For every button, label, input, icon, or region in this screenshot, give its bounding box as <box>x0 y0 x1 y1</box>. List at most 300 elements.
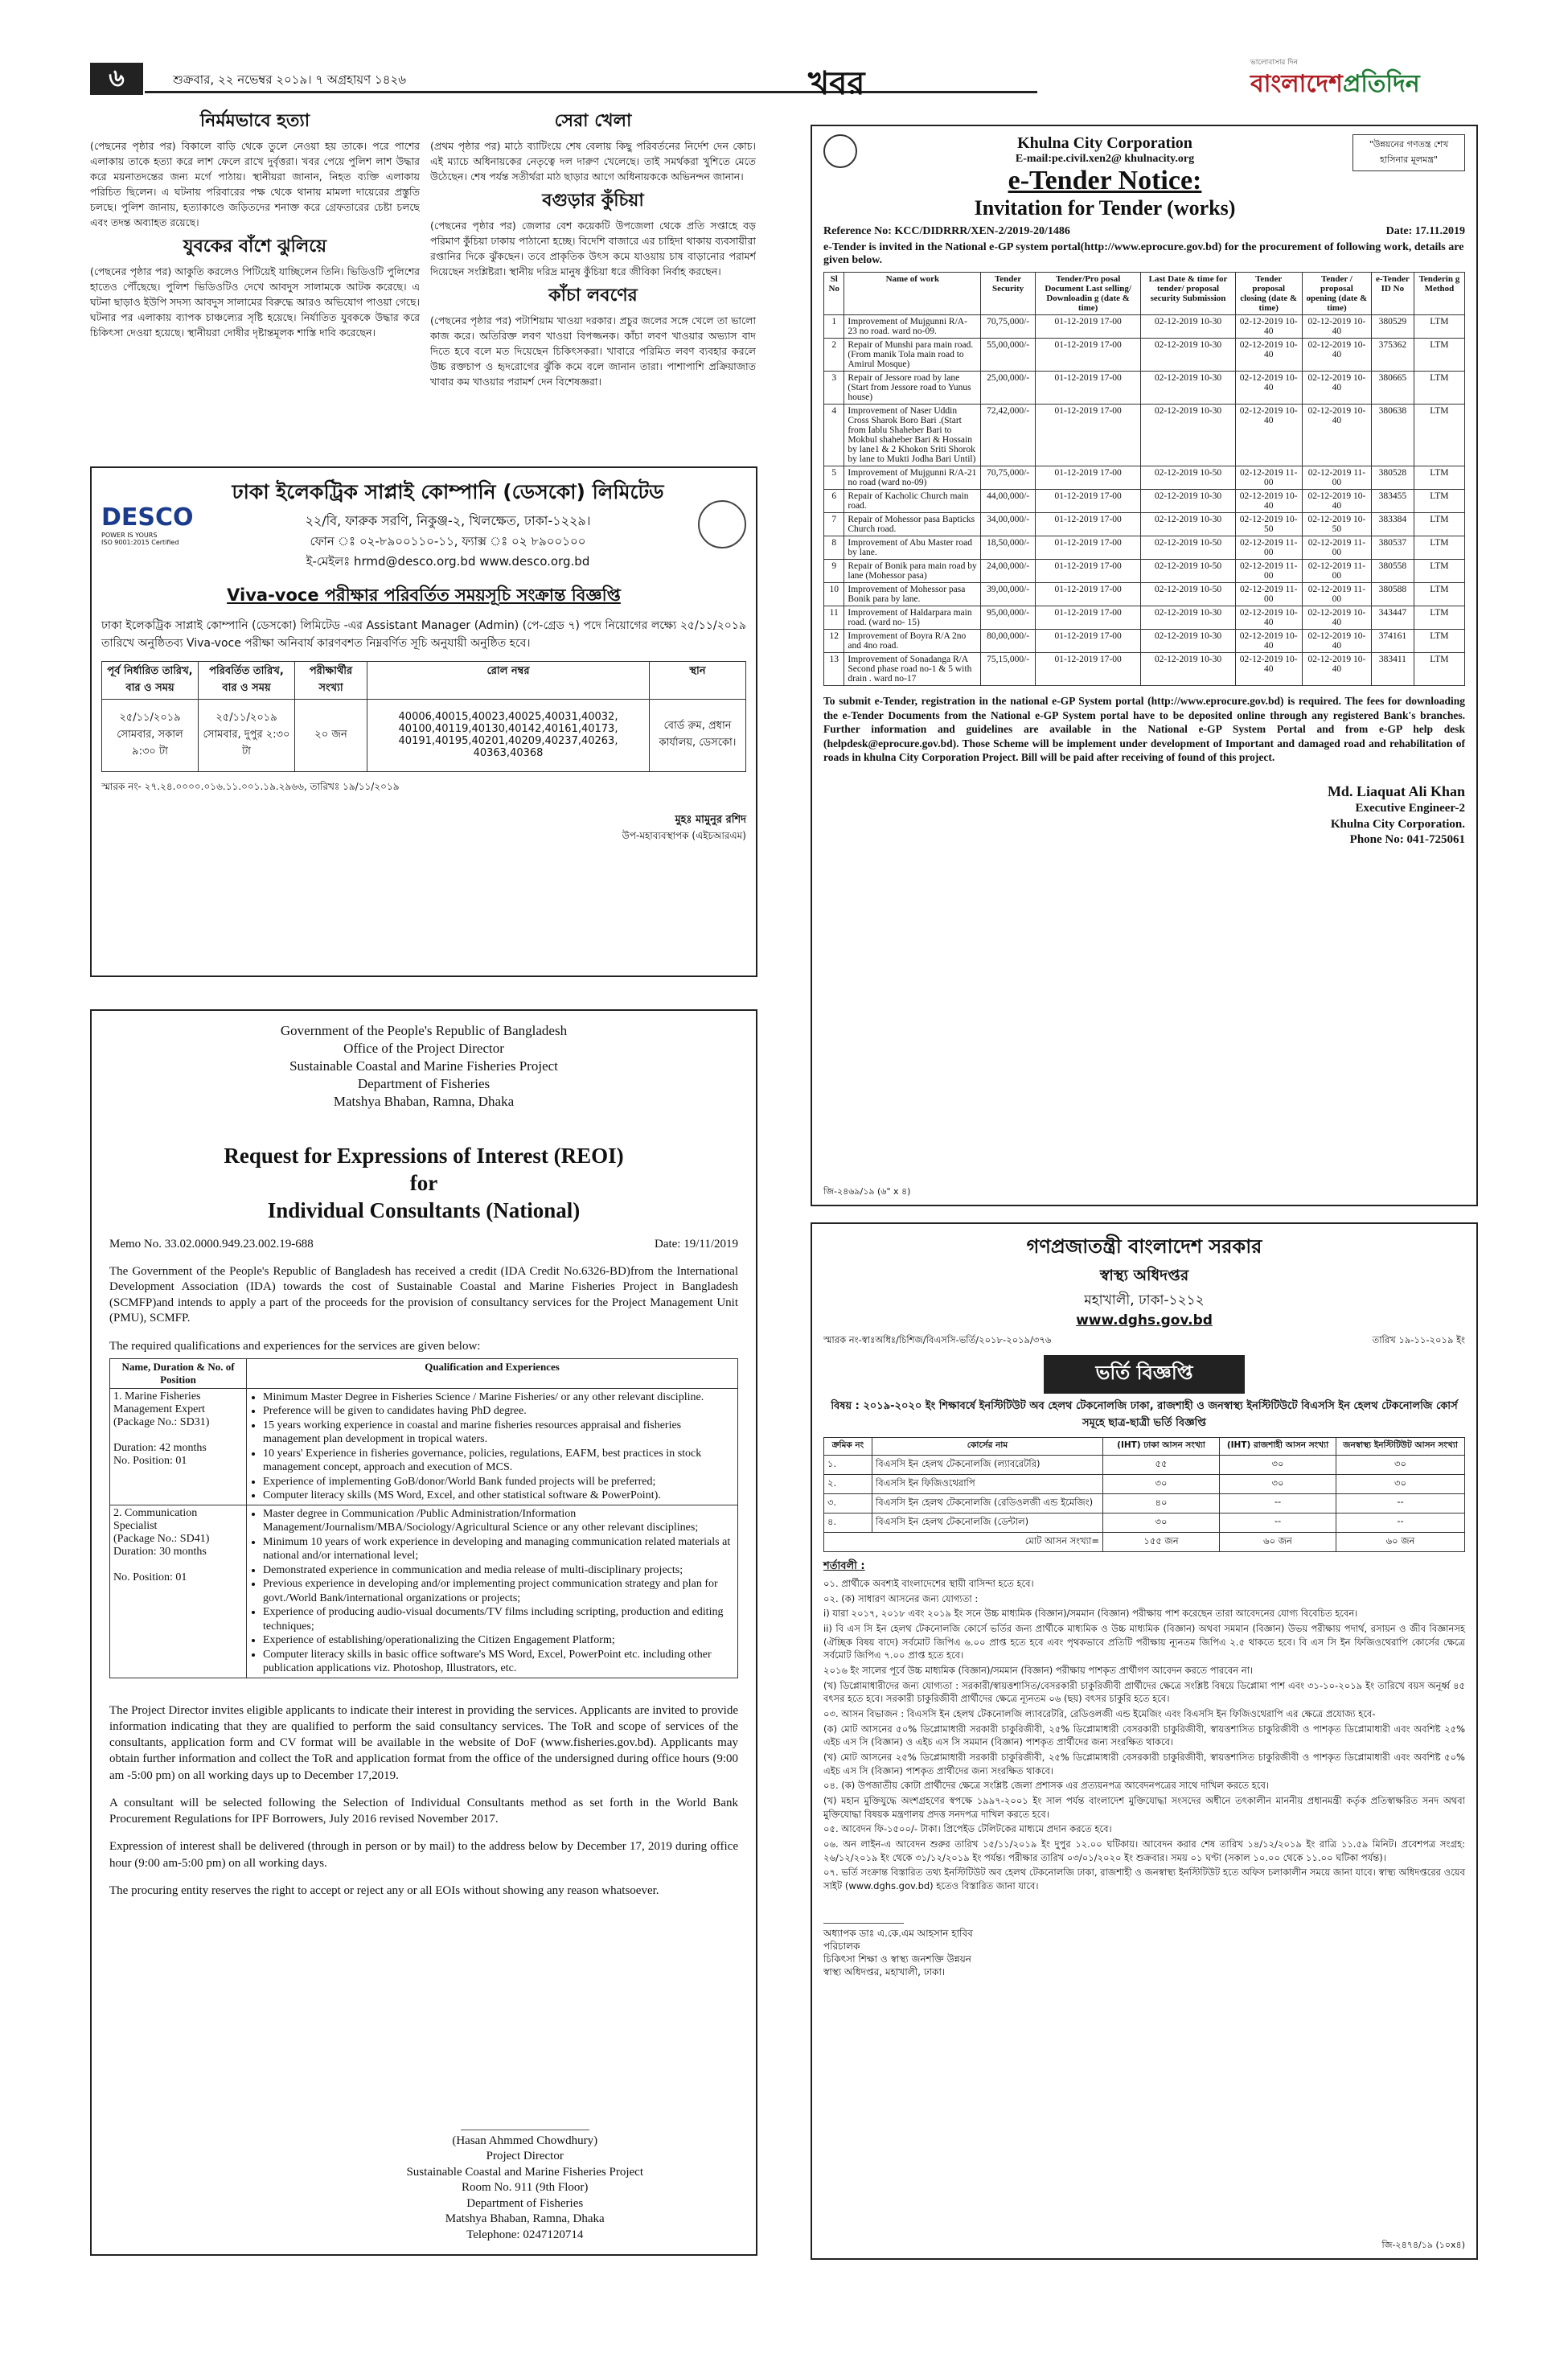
table-header: ক্রমিক নং <box>824 1438 872 1456</box>
table-cell: Improvement of Mujgunni R/A-21 no road (ward no-09) <box>844 466 981 490</box>
table-cell: LTM <box>1414 315 1464 339</box>
news-headline: বগুড়ার কুঁচিয়া <box>542 191 644 211</box>
signatory-line: Telephone: 0247120714 <box>466 2228 584 2241</box>
table-header: (IHT) রাজশাহী আসন সংখ্যা <box>1220 1438 1336 1456</box>
table-row <box>824 339 1465 372</box>
desco-logo-text: DESCO <box>101 503 194 532</box>
table-cell: ১৫৫ জন <box>1103 1533 1220 1552</box>
signature-scribble <box>461 2106 589 2130</box>
reoi-project: Sustainable Coastal and Marine Fisheries Project <box>289 1058 558 1074</box>
reoi-title: Request for Expressions of Interest (REOI) <box>224 1144 624 1169</box>
dghs-gov: গণপ্রজাতন্ত্রী বাংলাদেশ সরকার <box>1026 1235 1262 1258</box>
table-cell: 02-12-2019 10-50 <box>1235 513 1302 536</box>
news-body: (পেছনের পৃষ্ঠার পর) বিকালে বাড়ি থেকে তুলে নেওয়া হয় তাকে। পরে পাশের এলাকায় তাকে হত্যা করে লাশ ফেলে রাখে দুর্বৃত্তরা। খবর পেয়ে পুলিশ লাশ উদ্ধার করে ময়নাতদন্তের জন্য মর্গে পাঠায়। স্থানীয়রা জানান, নিহত ব্যক্তি এলাকায় পরিচিত ছিলেন। এ ঘটনায় পরিবারের পক্ষ থেকে থানায় মামলা দায়েরের প্রস্তুতি চলছে। পুলিশ জানায়, হত্যাকাণ্ডে জড়িতদের শনাক্ত করে গ্রেফতারের চেষ্টা চলছে এবং তদন্ত অব্যাহত রয়েছে। <box>90 140 420 228</box>
signatory-line: Project Director <box>486 2150 564 2162</box>
table-cell: 6 <box>824 490 844 513</box>
table-cell: 02-12-2019 10-40 <box>1302 405 1371 466</box>
table-cell: 1 <box>824 315 844 339</box>
table-cell: 75,15,000/- <box>981 653 1035 686</box>
issue-date: শুক্রবার, ২২ নভেম্বর ২০১৯। ৭ অগ্রহায়ণ ১৪২৬ <box>173 72 406 87</box>
signatory-name: (Hasan Ahmmed Chowdhury) <box>452 2134 598 2147</box>
table-cell: ৩. <box>824 1494 872 1514</box>
table-cell: 4 <box>824 405 844 466</box>
table-cell: 380558 <box>1371 560 1414 583</box>
table-cell: ৩০ <box>1336 1456 1465 1475</box>
table-header-row <box>824 273 1465 315</box>
table-row <box>824 583 1465 606</box>
table-cell: Improvement of Sonadanga R/A Second phase road no-1 & 5 with drain . ward no-17 <box>844 653 981 686</box>
table-cell: 380528 <box>1371 466 1414 490</box>
news-body: (পেছনের পৃষ্ঠার পর) পটাশিয়াম খাওয়া দরকার। প্রচুর জলের সঙ্গে খেলে তা ভালো কাজ করে। অতিরিক্ত লবণ খাওয়া বিপজ্জনক। কাঁচা লবণ খাওয়ার অভ্যাস বাদ দিতে হবে বলে মত দিয়েছেন চিকিৎসকরা। খাবারে পরিমিত লবণ ব্যবহার করলে উচ্চ রক্তচাপ ও হৃদরোগের ঝুঁকি কমে বলে জানান তারা। পাশাপাশি প্রক্রিয়াজাত খাবার কম খাওয়ার পরামর্শ দেন বিশেষজ্ঞরা। <box>430 314 756 388</box>
table-cell: LTM <box>1414 339 1464 372</box>
table-cell: 01-12-2019 17-00 <box>1035 536 1141 560</box>
table-cell: 01-12-2019 17-00 <box>1035 560 1141 583</box>
table-cell: 02-12-2019 10-30 <box>1141 372 1235 405</box>
table-header: পরীক্ষার্থীর সংখ্যা <box>295 661 367 699</box>
table-cell: 02-12-2019 10-30 <box>1141 653 1235 686</box>
desco-logo-sub: POWER IS YOURS <box>101 531 158 539</box>
table-cell: LTM <box>1414 372 1464 405</box>
table-cell: 01-12-2019 17-00 <box>1035 606 1141 630</box>
reoi-dept: Department of Fisheries <box>357 1076 491 1092</box>
table-cell: 380665 <box>1371 372 1414 405</box>
table-cell: Improvement of Boyra R/A 2no and 4no road. <box>844 630 981 653</box>
table-cell: 1. Marine Fisheries Management Expert (Package No.: SD31) Duration: 42 months No. Position: 01 <box>110 1388 247 1505</box>
table-cell: 02-12-2019 10-40 <box>1302 606 1371 630</box>
dghs-title: ভর্তি বিজ্ঞপ্তি <box>1044 1355 1245 1394</box>
table-cell: বিএসসি ইন হেলথ টেকনোলজি (ল্যাবরেটরি) <box>872 1456 1103 1475</box>
qualification-item: • Minimum 10 years of work experience in developing and managing communication related materials at national and/or international level; <box>263 1535 734 1563</box>
table-row <box>824 1456 1465 1475</box>
reoi-gov: Government of the People's Republic of Bangladesh <box>280 1023 568 1038</box>
qualification-item: • 15 years working experience in coastal and marine fisheries resources appraisal and fisheries management plan development in tropical waters. <box>263 1419 734 1447</box>
signatory-name: Md. Liaquat Ali Khan <box>1327 782 1465 799</box>
table-row <box>824 490 1465 513</box>
table-cell: 380537 <box>1371 536 1414 560</box>
table-body <box>824 315 1465 686</box>
table-cell: 12 <box>824 630 844 653</box>
terms-item: ০৫. আবেদন ফি-১৫০০/- টাকা। প্রিপেইড টেলিটকের মাধ্যমে প্রদান করতে হবে। <box>823 1823 1112 1835</box>
table-cell: 02-12-2019 10-50 <box>1141 560 1235 583</box>
qualification-list <box>263 1507 734 1676</box>
table-cell <box>247 1388 738 1505</box>
table-cell: 383455 <box>1371 490 1414 513</box>
table-cell: ৩০ <box>1220 1475 1336 1494</box>
table-cell: Repair of Jessore road by lane (Start from Jessore road to Yunus house) <box>844 372 981 405</box>
dghs-terms-title: শর্তাবলী : <box>823 1560 865 1572</box>
table-cell: 7 <box>824 513 844 536</box>
table-cell: বিএসসি ইন হেলথ টেকনোলজি (রেডিওলজী এন্ড ইমেজিং) <box>872 1494 1103 1514</box>
table-header: কোর্সের নাম <box>872 1438 1103 1456</box>
desco-body: ঢাকা ইলেকট্রিক সাপ্লাই কোম্পানি (ডেসকো) লিমিটেড -এর Assistant Manager (Admin) (পে-গ্রেড ৭) পদে নিয়োগের লক্ষ্যে ২৫/১১/২০১৯ তারিখে অনুষ্ঠিতব্য Viva-voce পরীক্ষা অনিবার্য কারণবশত নিম্নবর্ণিত সূচি অনুযায়ী অনুষ্ঠিত হবে। <box>101 619 746 651</box>
table-cell: বিএসসি ইন ফিজিওথেরাপি <box>872 1475 1103 1494</box>
table-cell: 02-12-2019 10-40 <box>1235 372 1302 405</box>
table-cell: 02-12-2019 10-30 <box>1141 630 1235 653</box>
signatory-line: Sustainable Coastal and Marine Fisheries Project <box>406 2165 643 2179</box>
signatory-line: Khulna City Corporation. <box>1330 817 1465 831</box>
qualification-item: • 10 years' Experience in fisheries governance, policies, regulations, EAFM, best practices in stock management concept, approach and execution of MCS. <box>263 1447 734 1475</box>
terms-item: i) যারা ২০১৭, ২০১৮ এবং ২০১৯ ইং সনে উচ্চ মাধ্যমিক (বিজ্ঞান)/সমমান (বিজ্ঞান) পরীক্ষায় পাশ করেছেন তারা আবেদনের যোগ্য বিবেচিত হবেন। <box>823 1608 1358 1620</box>
kcc-org: Khulna City Corporation <box>1017 134 1192 152</box>
ad-code: জি-২৪৬৯/১৯ (৬" x ৪) <box>823 1186 911 1197</box>
qualification-list <box>263 1390 734 1503</box>
table-row <box>824 606 1465 630</box>
table-cell: 02-12-2019 10-30 <box>1141 606 1235 630</box>
qualification-item: • Experience of producing audio-visual documents/TV films including scripting, production and editing techniques; <box>263 1605 734 1633</box>
kcc-tender-table <box>823 272 1465 686</box>
reoi-signature <box>406 2106 643 2244</box>
table-cell: 02-12-2019 11-00 <box>1302 466 1371 490</box>
reoi-address: Matshya Bhaban, Ramna, Dhaka <box>333 1094 515 1110</box>
kcc-email: E-mail:pe.civil.xen2@ khulnacity.org <box>1015 153 1195 165</box>
dghs-dept: স্বাস্থ্য অধিদপ্তর <box>1099 1267 1189 1284</box>
table-row <box>824 1494 1465 1514</box>
table-header: Qualification and Experiences <box>247 1358 738 1388</box>
news-headline: সেরা খেলা <box>554 111 632 131</box>
reoi-qualification-table <box>109 1358 738 1678</box>
qualification-item: • Computer literacy skills in basic office software's MS Word, Excel, PowerPoint etc. including other publication applications viz. Photoshop, Illustrators, etc. <box>263 1648 734 1676</box>
table-header: Tenderin g Method <box>1414 273 1464 315</box>
table-cell: ৪. <box>824 1514 872 1533</box>
table-cell: 01-12-2019 17-00 <box>1035 583 1141 606</box>
table-cell: 02-12-2019 10-40 <box>1302 372 1371 405</box>
qualification-item: • Computer literacy skills (MS Word, Excel, and other statistical software & PowerPoint). <box>263 1489 734 1503</box>
qualification-item: • Minimum Master Degree in Fisheries Science / Marine Fisheries/ or any other relevant discipline. <box>263 1390 734 1405</box>
table-cell: ২৫/১১/২০১৯ সোমবার, দুপুর ২:৩০ টা <box>199 699 295 771</box>
reoi-para: The procuring entity reserves the right to accept or reject any or all EOIs without showing any reason whatsoever. <box>109 1883 659 1897</box>
table-header: Sl No <box>824 273 844 315</box>
logo-part-a: বাংলাদেশ <box>1250 70 1343 98</box>
table-cell: 01-12-2019 17-00 <box>1035 315 1141 339</box>
table-header: Tender/Pro posal Document Last selling/ Downloadin g (date & time) <box>1035 273 1141 315</box>
table-cell: ৩০ <box>1336 1475 1465 1494</box>
table-cell: Improvement of Haldarpara main road. (ward no- 15) <box>844 606 981 630</box>
table-cell: 02-12-2019 10-40 <box>1302 490 1371 513</box>
dghs-signature <box>823 1901 1465 1979</box>
table-cell: Repair of Kacholic Church main road. <box>844 490 981 513</box>
table-cell: ২৫/১১/২০১৯ সোমবার, সকাল ৯:৩০ টা <box>102 699 199 771</box>
desco-signatory: মুহঃ মামুনুর রশিদ <box>675 813 746 826</box>
terms-item: (খ) মোট আসনের ২৫% ডিপ্লোমাধারী সরকারী চাকুরিজীবী, ২৫% ডিপ্লোমাধারী বেসরকারী চাকুরিজীবী, স্বায়ত্তশাসিত চাকুরিজীবী ও পাশকৃত ডিপ্লোমাধারী এবং অবশিষ্ট ৫০% এইচ এস সি (বিজ্ঞান) পাশকৃত প্রার্থীদের জন্য সংরক্ষিত থাকবে। <box>823 1752 1465 1776</box>
reoi-requirements-lead: The required qualifications and experiences for the services are given below: <box>109 1339 481 1353</box>
dghs-seat-table <box>823 1437 1465 1552</box>
table-cell: LTM <box>1414 513 1464 536</box>
signatory-line: Room No. 911 (9th Floor) <box>462 2181 589 2194</box>
table-cell: 02-12-2019 11-00 <box>1302 536 1371 560</box>
desco-notice <box>90 466 757 977</box>
table-cell: বোর্ড রুম, প্রধান কার্যালয়, ডেসকো। <box>650 699 746 771</box>
table-cell: 02-12-2019 10-40 <box>1235 653 1302 686</box>
table-cell <box>247 1505 738 1678</box>
table-cell: 02-12-2019 11-00 <box>1235 583 1302 606</box>
signatory-name: অধ্যাপক ডাঃ এ.কে.এম আহসান হাবিব <box>823 1927 973 1939</box>
table-cell: 34,00,000/- <box>981 513 1035 536</box>
table-cell: 8 <box>824 536 844 560</box>
table-cell: ২০ জন <box>295 699 367 771</box>
reoi-intro: The Government of the People's Republic of Bangladesh has received a credit (IDA Credit No.6326-BD)from the International Development Association (IDA) towards the cost of Sustainable Coastal and Marine Fisheries Project in Bangladesh (SCMFP)and intends to apply a part of the proceeds for the provision of consultancy services for the Project Management Unit (PMU), SCMFP. <box>109 1264 738 1325</box>
table-cell: 02-12-2019 10-50 <box>1141 536 1235 560</box>
table-cell: 70,75,000/- <box>981 315 1035 339</box>
terms-item: ০২. (ক) সাধারণ আসনের জন্য যোগ্যতা : <box>823 1592 979 1604</box>
desco-phone: ফোন ঃ ০২-৮৯০০১১০-১১, ফ্যাক্স ঃ ০২ ৮৯০০১০০ <box>310 534 586 548</box>
table-cell: 01-12-2019 17-00 <box>1035 653 1141 686</box>
desco-schedule-table <box>101 661 746 772</box>
terms-item: ০৪. (ক) উপজাতীয় কোটা প্রার্থীদের ক্ষেত্রে সংশ্লিষ্ট জেলা প্রশাসক এর প্রত্যয়নপত্র আবেদনপত্রের সাথে দাখিল করতে হবে। <box>823 1780 1269 1792</box>
terms-item: ০৬. অন লাইন-এ আবেদন শুরুর তারিখ ১৫/১১/২০১৯ ইং দুপুর ১২.০০ ঘটিকায়। আবেদন করার শেষ তারিখ ১৪/১২/২০১৯ ইং রাত্রি ১১.৫৯ মিনিট। প্রবেশপত্র সংগ্রহ: ২৬/১২/২০১৯ ইং থেকে ৩১/১২/২০১৯ ইং পর্যন্ত। পরীক্ষার তারিখ ০৩/০১/২০২০ ইং শুক্রবার। সময় ০১ ঘণ্টা (সকাল ১০.০০ থেকে ১১.০০ ঘটিকা পর্যন্ত)। <box>823 1838 1465 1863</box>
kcc-date: Date: 17.11.2019 <box>1385 225 1465 237</box>
table-cell: 2 <box>824 339 844 372</box>
table-cell: 01-12-2019 17-00 <box>1035 466 1141 490</box>
table-cell: Improvement of Mujgunni R/A- 23 no road. ward no-09. <box>844 315 981 339</box>
table-row <box>824 1514 1465 1533</box>
kcc-slogan: "উন্নয়নের গণতন্ত্র শেখ হাসিনার মূলমন্ত্র" <box>1353 134 1465 171</box>
kcc-note: To submit e-Tender, registration in the national e-GP System portal (http://www.eprocure.gov.bd) is required. The fees for downloading the e-Tender Documents from the National e-GP System portal have to be deposited online through any registered Bank's branches. Further information and guidelines are available in the National e-GP System Portal and from e-GP help desk (helpdesk@eprocure.gov.bd). Those Scheme will be implement under development of Important and damaged road and rehabilitation of roads in khulna City Corporation Project. Bill will be paid after receiving of found of this project. <box>823 695 1465 764</box>
desco-header <box>101 476 746 573</box>
table-header: Tender proposal closing (date & time) <box>1235 273 1302 315</box>
qualification-item: • Previous experience in developing and/or implementing project communication strategy and plan for govt./World Bank/international organizations or projects; <box>263 1577 734 1605</box>
table-cell: LTM <box>1414 653 1464 686</box>
table-header: স্থান <box>650 661 746 699</box>
kcc-intro: e-Tender is invited in the National e-GP system portal(http://www.eprocure.gov.bd) for the procurement of following work, details are given below. <box>823 241 1464 266</box>
signatory-line: স্বাস্থ্য অধিদপ্তর, মহাখালী, ঢাকা। <box>823 1966 946 1978</box>
news-headline: যুবকের বাঁশে ঝুলিয়ে <box>183 236 327 257</box>
news-headline: নির্মমভাবে হত্যা <box>199 111 310 131</box>
table-header: Tender / proposal opening (date & time) <box>1302 273 1371 315</box>
desco-address: ২২/বি, ফারুক সরণি, নিকুঞ্জ-২, খিলক্ষেত, ঢাকা-১২২৯। <box>305 513 591 528</box>
table-cell: LTM <box>1414 630 1464 653</box>
table-cell: 02-12-2019 10-30 <box>1141 513 1235 536</box>
table-cell: 02-12-2019 10-30 <box>1141 405 1235 466</box>
reoi-para: Expression of interest shall be delivered (through in person or by mail) to the address below by December 17, 2019 during office hour (9:00 am-5:00 pm) on all working days. <box>109 1840 738 1870</box>
table-cell: 02-12-2019 10-50 <box>1141 466 1235 490</box>
table-header: Last Date & time for tender/ proposal security Submission <box>1141 273 1235 315</box>
table-cell: 02-12-2019 11-00 <box>1235 560 1302 583</box>
table-cell: Repair of Mohessor pasa Bapticks Church road. <box>844 513 981 536</box>
table-cell: ৬০ জন <box>1220 1533 1336 1552</box>
reoi-para: A consultant will be selected following the Selection of Individual Consultants method as set forth in the World Bank Procurement Regulations for IPF Borrowers, July 2016 revised November 2017. <box>109 1796 738 1826</box>
news-body: (প্রথম পৃষ্ঠার পর) মাঠে ব্যাটিংয়ে শেষ বেলায় কিছু পরিবর্তনের নির্দেশ দেন কোচ। এই ম্যাচে অধিনায়কের নেতৃত্বে দল দারুণ খেলেছে। তাই সমর্থকরা খুশিতে মেতে উঠেছেন। শেষ পর্যন্ত সতীর্থরা মাঠ ছাড়ার আগে অধিনায়ককে অভিনন্দন জানান। <box>430 140 756 183</box>
table-cell: 01-12-2019 17-00 <box>1035 630 1141 653</box>
table-cell: 02-12-2019 10-40 <box>1302 339 1371 372</box>
desco-email: ই-মেইলঃ hrmd@desco.org.bd www.desco.org.bd <box>306 554 590 569</box>
page-number: ৬ <box>90 63 143 95</box>
table-cell: 18,50,000/- <box>981 536 1035 560</box>
reoi-para: The Project Director invites eligible applicants to indicate their interest in providing the services. Applicants are invited to provide information indicating that they are qualified to perform the said consultancy services. The ToR and scope of services of the consultants, application form and CV format will be available in the website of DoF (www.fisheries.gov.bd). Applicants may obtain further information and collect the ToR and application format from the office of the undersigned during office hours (9:00 am -5:00 pm) on all working days up to December 17,2019. <box>109 1703 738 1782</box>
table-row <box>824 315 1465 339</box>
table-cell: ২. <box>824 1475 872 1494</box>
table-cell: 02-12-2019 11-00 <box>1235 536 1302 560</box>
ad-code: জি-২৪৭৪/১৯ (১০x৪) <box>1381 2240 1465 2250</box>
table-cell: -- <box>1336 1494 1465 1514</box>
table-cell: 02-12-2019 10-30 <box>1141 490 1235 513</box>
news-column-right <box>430 105 756 458</box>
table-row <box>824 560 1465 583</box>
desco-heading: Viva-voce পরীক্ষার পরিবর্তিত সময়সূচি সংক্রান্ত বিজ্ঞপ্তি <box>227 585 621 605</box>
signatory-line: Matshya Bhaban, Ramna, Dhaka <box>445 2212 605 2225</box>
desco-memo: স্মারক নং- ২৭.২৪.০০০০.০১৬.১১.০০১.১৯.২৯৬৬, তারিখঃ ১৯/১১/২০১৯ <box>101 780 400 792</box>
news-headline: কাঁচা লবণের <box>548 285 638 306</box>
table-cell: 02-12-2019 10-40 <box>1235 490 1302 513</box>
news-body: (পেছনের পৃষ্ঠার পর) আকুতি করলেও পিটিয়েই যাচ্ছিলেন তিনি। ভিডিওটি পুলিশের হাতেও পৌঁছেছে। পুলিশ ভিডিওটিও দেখে আবদুস সালামকে আটক করেছে। এ ঘটনা ছাড়াও ইউপি সদস্য আবদুস সালামের বিরুদ্ধে আরও অভিযোগ পাওয়া গেছে। ঘটনার পর এলাকায় ব্যাপক চাঞ্চল্যের সৃষ্টি হয়েছে। নির্যাতিত যুবককে উদ্ধার করে চিকিৎসা দেওয়া হয়েছে। স্থানীয়রা দোষীর দৃষ্টান্তমূলক শাস্তি দাবি করেছেন। <box>90 265 420 339</box>
dghs-website: www.dghs.gov.bd <box>1076 1312 1213 1329</box>
terms-item: (খ) মহান মুক্তিযুদ্ধে অংশগ্রহণের স্বপক্ষে ১৯৯৭-২০০১ ইং সাল পর্যন্ত বাংলাদেশ মুক্তিযোদ্ধা সংসদের অধীনে তৎকালীন মাননীয় প্রধানমন্ত্রী কর্তৃক প্রতিস্বাক্ষরিত সনদ অথবা মুক্তিযোদ্ধা বিষয়ক মন্ত্রণালয় প্রদত্ত সনদপত্র দাখিল করতে হবে। <box>823 1795 1465 1820</box>
table-cell: 11 <box>824 606 844 630</box>
table-cell: 01-12-2019 17-00 <box>1035 405 1141 466</box>
desco-logo <box>101 503 198 546</box>
reoi-title-sub: Individual Consultants (National) <box>267 1197 581 1222</box>
table-cell: 02-12-2019 10-40 <box>1235 339 1302 372</box>
table-cell: 02-12-2019 10-40 <box>1302 653 1371 686</box>
signatory-line: Department of Fisheries <box>466 2196 584 2210</box>
terms-item: ২০১৬ ইং সালের পূর্বে উচ্চ মাধ্যমিক (বিজ্ঞান)/সমমান (বিজ্ঞান) পরীক্ষায় পাশকৃত প্রার্থীগণ আবেদন করতে পারবেন না। <box>823 1665 1254 1677</box>
table-cell: 383384 <box>1371 513 1414 536</box>
reoi-office: Office of the Project Director <box>343 1041 504 1057</box>
table-cell: 25,00,000/- <box>981 372 1035 405</box>
signatory-line: Phone No: 041-725061 <box>1349 833 1465 847</box>
table-cell: 02-12-2019 10-40 <box>1302 630 1371 653</box>
kcc-subtitle: Invitation for Tender (works) <box>974 196 1236 220</box>
table-cell: 380588 <box>1371 583 1414 606</box>
table-header: (IHT) ঢাকা আসন সংখ্যা <box>1103 1438 1220 1456</box>
table-cell: 343447 <box>1371 606 1414 630</box>
table-header: পরিবর্তিত তারিখ, বার ও সময় <box>199 661 295 699</box>
table-cell: 380638 <box>1371 405 1414 466</box>
table-cell: 02-12-2019 11-00 <box>1235 466 1302 490</box>
table-cell: LTM <box>1414 405 1464 466</box>
table-cell: 02-12-2019 10-30 <box>1141 339 1235 372</box>
table-cell: LTM <box>1414 490 1464 513</box>
table-cell: 02-12-2019 11-00 <box>1302 583 1371 606</box>
table-cell: 02-12-2019 10-40 <box>1235 315 1302 339</box>
table-cell: 40006,40015,40023,40025,40031,40032, 40100,40119,40130,40142,40161,40173, 40191,40195,40201,40209,40237,40263, 40363,40368 <box>367 699 650 771</box>
table-row <box>824 630 1465 653</box>
news-body: (পেছনের পৃষ্ঠার পর) জেলার বেশ কয়েকটি উপজেলা থেকে প্রতি সপ্তাহে বড় পরিমাণ কুঁচিয়া ঢাকায় পাঠানো হচ্ছে। বিদেশি বাজারে এর চাহিদা থাকায় ব্যবসায়ীরা রপ্তানির দিকে ঝুঁকছেন। তবে প্রাকৃতিক উৎস কমে যাওয়ায় চাষ বাড়ানোর পরামর্শ দিয়েছেন সংশ্লিষ্টরা। স্থানীয় দরিদ্র মানুষ কুঁচিয়া ধরে জীবিকা নির্বাহ করছেন। <box>430 220 756 277</box>
kcc-ref: Reference No: KCC/DIDRRR/XEN-2/2019-20/1486 <box>823 225 1070 237</box>
table-cell: 01-12-2019 17-00 <box>1035 513 1141 536</box>
terms-item: ০১. প্রার্থীকে অবশ্যই বাংলাদেশের স্থায়ী বাসিন্দা হতে হবে। <box>823 1578 1034 1589</box>
table-cell: 95,00,000/- <box>981 606 1035 630</box>
signatory-line: পরিচালক <box>823 1940 860 1952</box>
table-header: Tender Security <box>981 273 1035 315</box>
masthead-tagline: ভালোবাসার দিন <box>1250 59 1298 67</box>
reoi-date: Date: 19/11/2019 <box>654 1237 738 1251</box>
table-cell: 374161 <box>1371 630 1414 653</box>
table-cell: ৩০ <box>1103 1514 1220 1533</box>
table-cell: 01-12-2019 17-00 <box>1035 490 1141 513</box>
table-header: e-Tender ID No <box>1371 273 1414 315</box>
table-row <box>824 1533 1465 1552</box>
kcc-seal-icon <box>823 134 857 168</box>
dghs-terms <box>823 1577 1465 1893</box>
qualification-item: • Demonstrated experience in communication and media release of multi-disciplinary projects; <box>263 1563 734 1578</box>
table-cell: 02-12-2019 10-40 <box>1235 405 1302 466</box>
table-row <box>824 653 1465 686</box>
desco-designation: উপ-মহাব্যবস্থাপক (এইচআরএম) <box>622 829 746 841</box>
table-cell: LTM <box>1414 606 1464 630</box>
table-cell: ৩০ <box>1220 1456 1336 1475</box>
table-cell: 380529 <box>1371 315 1414 339</box>
table-row <box>824 536 1465 560</box>
table-cell: 375362 <box>1371 339 1414 372</box>
dghs-date: তারিখ ১৯-১১-২০১৯ ইং <box>1372 1334 1465 1345</box>
table-cell: 80,00,000/- <box>981 630 1035 653</box>
table-cell: ১. <box>824 1456 872 1475</box>
table-cell: 70,75,000/- <box>981 466 1035 490</box>
table-cell: 72,42,000/- <box>981 405 1035 466</box>
table-cell: LTM <box>1414 583 1464 606</box>
kcc-tender-notice <box>811 125 1478 1206</box>
table-row <box>824 405 1465 466</box>
terms-item: (খ) ডিপ্লোমাধারীদের জন্য যোগ্যতা : সরকারী/স্বায়ত্তশাসিত/বেসরকারী চাকুরিজীবী প্রার্থীদের ক্ষেত্রে সংশ্লিষ্ট বিষয়ে ডিপ্লোমা পাশ এবং ৩১-১০-২০১৯ ইং তারিখে বয়স অনূর্ধ্ব ৪৫ বৎসর হতে হবে। সরকারী চাকুরিজীবী প্রার্থীদের ক্ষেত্রে ন্যূনতম ০৬ (ছয়) বৎসর চাকুরি হতে হবে। <box>823 1679 1465 1705</box>
table-cell: -- <box>1220 1494 1336 1514</box>
table-header: Name of work <box>844 273 981 315</box>
table-cell: LTM <box>1414 560 1464 583</box>
table-cell: 44,00,000/- <box>981 490 1035 513</box>
table-cell: 55,00,000/- <box>981 339 1035 372</box>
logo-part-b: প্রতিদিন <box>1342 70 1420 98</box>
table-cell: 02-12-2019 10-40 <box>1235 606 1302 630</box>
table-row <box>824 1475 1465 1494</box>
terms-item: ০৩. আসন বিভাজন : বিএসসি ইন হেলথ টেকনোলজি ল্যাবরেটরি, রেডিওলজী এন্ড ইমেজিং এবং বিএসসি ইন ফিজিওথেরাপি এর ক্ষেত্রে প্রযোজ্য হবে- <box>823 1708 1376 1720</box>
signature-scribble <box>823 1901 904 1924</box>
table-header: রোল নম্বর <box>367 661 650 699</box>
table-cell: Repair of Bonik para main road by lane (Mohessor pasa) <box>844 560 981 583</box>
table-cell: 24,00,000/- <box>981 560 1035 583</box>
table-cell: LTM <box>1414 536 1464 560</box>
table-cell: 2. Communication Specialist (Package No.: SD41) Duration: 30 months No. Position: 01 <box>110 1505 247 1678</box>
table-cell: ৩০ <box>1103 1475 1220 1494</box>
table-cell: 10 <box>824 583 844 606</box>
table-cell: 02-12-2019 10-50 <box>1302 513 1371 536</box>
reoi-memo: Memo No. 33.02.0000.949.23.002.19-688 <box>109 1237 314 1251</box>
kcc-title: e-Tender Notice: <box>1008 166 1202 195</box>
table-cell: Improvement of Naser Uddin Cross Sharok Boro Bari .(Start from Iablu Shaheber Bari to Mokbul shaheber Bari & Hossain by lane1 & 2 Khokon Sriti Shorok by lane to Mukti Jodha Bari Until) <box>844 405 981 466</box>
table-cell: ৬০ জন <box>1336 1533 1465 1552</box>
table-cell: ৪০ <box>1103 1494 1220 1514</box>
table-cell: 01-12-2019 17-00 <box>1035 339 1141 372</box>
dghs-admission-notice <box>811 1222 1478 2260</box>
reoi-notice <box>90 1009 757 2256</box>
signatory-line: চিকিৎসা শিক্ষা ও স্বাস্থ্য জনশক্তি উন্নয়ন <box>823 1953 971 1965</box>
table-row <box>824 466 1465 490</box>
signatory-line: Executive Engineer-2 <box>1355 802 1465 815</box>
table-cell: 02-12-2019 10-40 <box>1302 315 1371 339</box>
qualification-item: • Master degree in Communication /Public Administration/Information Management/Journalism/MBA/Sociology/Agricultural Science or any other relevant disciplines; <box>263 1507 734 1535</box>
table-cell: Improvement of Abu Master road by lane. <box>844 536 981 560</box>
desco-title: ঢাকা ইলেকট্রিক সাপ্লাই কোম্পানি (ডেসকো) লিমিটেড <box>232 480 664 503</box>
table-cell: Repair of Munshi para main road. (From manik Tola main road to Amirul Mosque) <box>844 339 981 372</box>
table-cell: 13 <box>824 653 844 686</box>
table-cell: LTM <box>1414 466 1464 490</box>
table-row <box>824 372 1465 405</box>
reoi-title-for: for <box>409 1171 438 1196</box>
table-cell: Improvement of Mohessor pasa Bonik para by lane. <box>844 583 981 606</box>
bulb-logo-icon <box>698 500 746 548</box>
table-cell: -- <box>1336 1514 1465 1533</box>
terms-item: ii) বি এস সি ইন হেলথ টেকনোলজি কোর্সে ভর্তির জন্য প্রার্থীকে মাধ্যমিক ও উচ্চ মাধ্যমিক (বিজ্ঞান) অথবা সমমান (বিজ্ঞান) উভয় পরীক্ষায় পদার্থ, রসায়ন ও জীব বিজ্ঞানসহ (ঐচ্ছিক বিষয় বাদে) সর্বমোট জিপিএ ৬.০০ প্রাপ্ত হতে হবে এবং পৃথকভাবে প্রতিটি পরীক্ষায় ন্যূনতম জিপিএ ২.৫ থাকতে হবে। বি এস সি ইন ফিজিওথেরাপি কোর্সের ক্ষেত্রে সর্বমোট জিপিএ ৭.০০ প্রাপ্ত হতে হবে। <box>823 1623 1465 1661</box>
table-cell: 5 <box>824 466 844 490</box>
table-cell: মোট আসন সংখ্যা= <box>824 1533 1103 1552</box>
table-cell: -- <box>1220 1514 1336 1533</box>
table-header: পূর্ব নির্ধারিত তারিখ, বার ও সময় <box>102 661 199 699</box>
table-cell: 39,00,000/- <box>981 583 1035 606</box>
qualification-item: • Preference will be given to candidates having PhD degree. <box>263 1404 734 1419</box>
masthead-logo <box>1250 64 1420 105</box>
table-cell: ৫৫ <box>1103 1456 1220 1475</box>
table-cell: বিএসসি ইন হেলথ টেকনোলজি (ডেন্টাল) <box>872 1514 1103 1533</box>
news-column-left <box>90 105 420 458</box>
table-cell: 02-12-2019 10-30 <box>1141 315 1235 339</box>
